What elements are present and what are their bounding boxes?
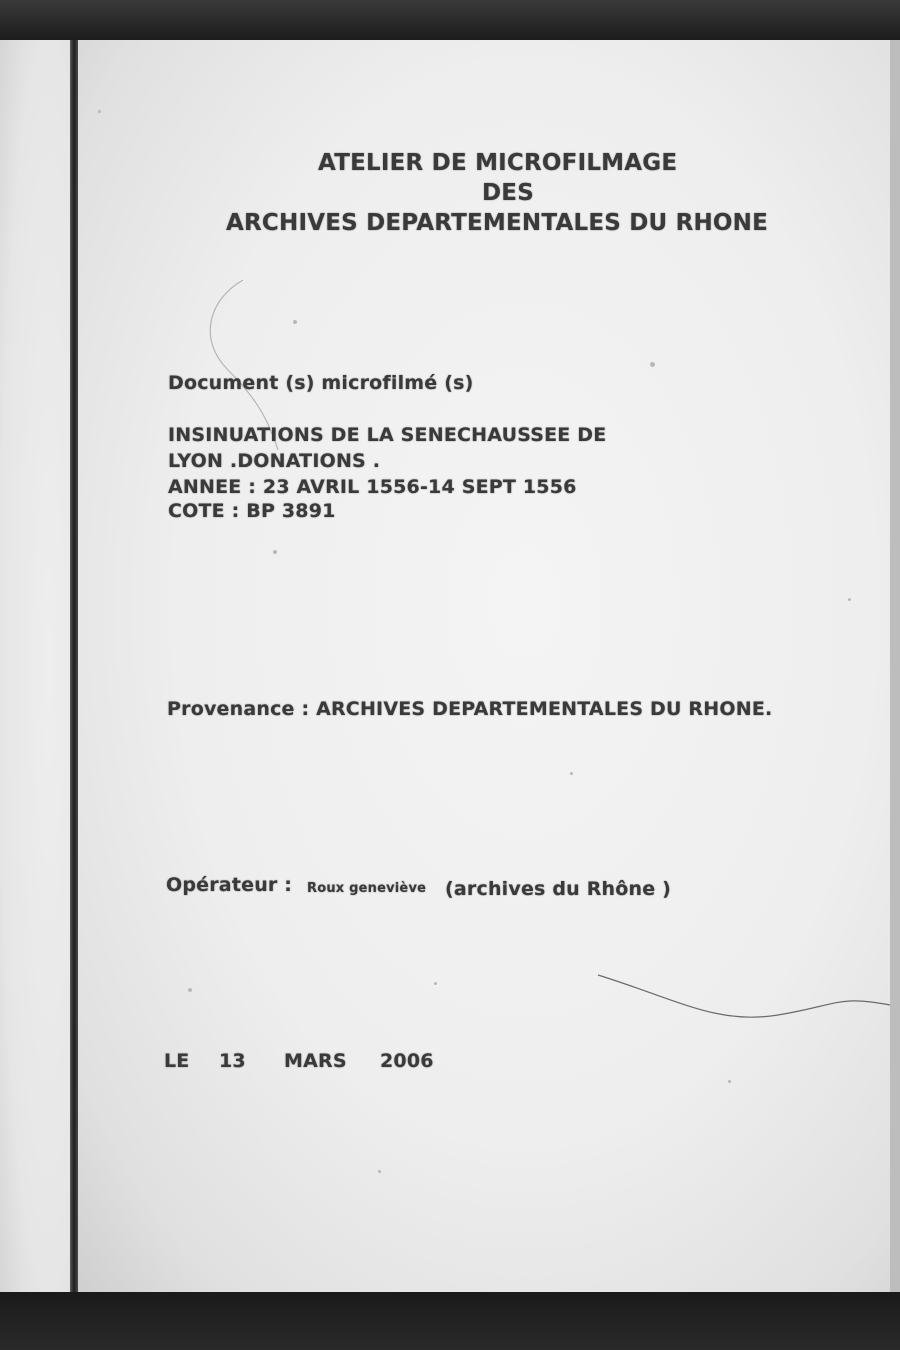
document-title-line-2: LYON .DONATIONS . (168, 450, 381, 472)
right-edge (890, 40, 900, 1292)
document-label: Document (s) microfilmé (s) (168, 372, 474, 394)
film-strip-bottom (0, 1292, 900, 1350)
operateur-name: Roux geneviève (307, 881, 427, 896)
document-annee: ANNEE : 23 AVRIL 1556-14 SEPT 1556 (168, 476, 577, 498)
document-title-line-1: INSINUATIONS DE LA SENECHAUSSEE DE (168, 424, 607, 446)
header-line-3: ARCHIVES DEPARTEMENTALES DU RHONE (226, 210, 769, 236)
document-cote: COTE : BP 3891 (168, 500, 336, 522)
frame-divider (70, 40, 78, 1292)
date-year: 2006 (380, 1050, 434, 1072)
header-line-2: DES (482, 180, 534, 206)
operateur-label: Opérateur : (166, 874, 293, 896)
header-line-1: ATELIER DE MICROFILMAGE (318, 150, 678, 176)
date-day: 13 (219, 1050, 246, 1072)
date-month: MARS (284, 1050, 347, 1072)
operateur-affiliation: (archives du Rhône ) (445, 878, 672, 900)
film-strip-top (0, 0, 900, 40)
date-le: LE (164, 1050, 190, 1072)
previous-frame (0, 40, 70, 1292)
provenance: Provenance : ARCHIVES DEPARTEMENTALES DU RHONE. (167, 698, 773, 720)
